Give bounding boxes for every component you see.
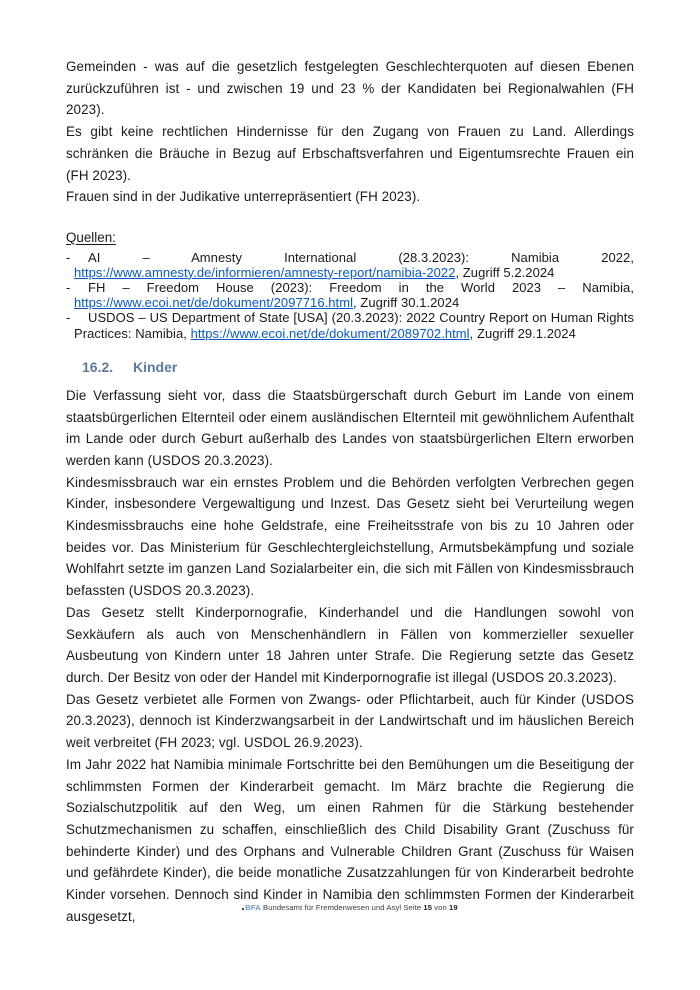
source-text-after: , Zugriff 29.1.2024 <box>469 325 576 341</box>
source-link[interactable]: https://www.amnesty.de/informieren/amnesty-report/namibia-2022 <box>74 264 456 280</box>
paragraph: Frauen sind in der Judikative unterrepräsentiert (FH 2023). <box>66 189 421 205</box>
bfa-logo-dot-icon <box>242 908 244 910</box>
section-title: Kinder <box>133 358 178 375</box>
footer-org-name: Bundesamt für Fremdenwesen und Asyl <box>260 903 404 912</box>
footer-page-separator: von <box>432 903 450 912</box>
source-text-before: AI – Amnesty International (28.3.2023): Namibia 2022, <box>88 249 634 265</box>
footer-page-prefix: Seite <box>403 903 424 912</box>
footer-page-current: 15 <box>423 903 433 912</box>
source-item <box>66 310 634 340</box>
paragraph: Das Gesetz verbietet alle Formen von Zwangs- oder Pflichtarbeit, auch für Kinder (USDOS 20.3.2023), dennoch ist Kinderzwangsarbeit in der Landwirtschaft und im häuslichen Bereich weit verbreitet (FH 2023; vgl. USDOL 26.9.2023). <box>66 691 634 751</box>
source-item <box>66 280 634 310</box>
bullet-dash: - <box>66 249 71 265</box>
section-heading <box>82 358 634 376</box>
source-text-before: USDOS – US Department of State [USA] (20.3.2023): 2022 Country Report on Human Rights Practices: Namibia, <box>74 310 634 341</box>
paragraph: Gemeinden - was auf die gesetzlich festgelegten Geschlechterquoten auf diesen Ebenen zurückzuführen ist - und zwischen 19 und 23 % der Kandidaten bei Regionalwahlen (FH 2023). <box>66 59 634 118</box>
paragraph: Das Gesetz stellt Kinderpornografie, Kinderhandel und die Handlungen sowohl von Sexkäufern als auch von Menschenhändlern in Fällen von kommerzieller sexueller Ausbeutung von Kindern unter 18 Jahren unter Strafe. Die Regierung setzte das Gesetz durch. Der Besitz von oder der Handel mit Kinderpornografie ist illegal (USDOS 20.3.2023). <box>66 604 634 685</box>
sources-list <box>66 250 634 341</box>
source-text-after: , Zugriff 5.2.2024 <box>455 264 555 280</box>
source-item <box>66 250 634 280</box>
sources-heading: Quellen: <box>66 229 116 245</box>
source-text-after: , Zugriff 30.1.2024 <box>353 295 460 311</box>
paragraph: Kindesmissbrauch war ein ernstes Problem und die Behörden verfolgten Verbrechen gegen Kinder, insbesondere Vergewaltigung und Inzest. Das Gesetz sieht bei Verurteilung wegen Kindesmissbrauchs eine hohe Geldstrafe, eine Freiheitsstrafe von bis zu 10 Jahren oder beides vor. Das Ministerium für Geschlechtergleichstellung, Armutsbekämpfung und soziale Wohlfahrt setzte im ganzen Land Sozialarbeiter ein, die sich mit Fällen von Kindesmissbrauch befassten (USDOS 20.3.2023). <box>66 474 634 599</box>
body-section <box>66 385 634 928</box>
footer-page-total: 19 <box>449 903 458 912</box>
bullet-dash: - <box>66 280 71 296</box>
source-link[interactable]: https://www.ecoi.net/de/dokument/2089702.html <box>190 325 470 341</box>
paragraph: Es gibt keine rechtlichen Hindernisse für den Zugang von Frauen zu Land. Allerdings schränken die Bräuche in Bezug auf Erbschaftsverfahren und Eigentumsrechte Frauen ein (FH 2023). <box>66 124 634 183</box>
bfa-logo: BFA <box>245 903 261 912</box>
source-link[interactable]: https://www.ecoi.net/de/dokument/2097716.html <box>74 295 354 311</box>
bullet-dash: - <box>66 310 71 326</box>
section-number: 16.2. <box>82 358 114 375</box>
intro-section <box>66 56 634 208</box>
page-footer <box>0 902 700 913</box>
paragraph: Die Verfassung sieht vor, dass die Staatsbürgerschaft durch Geburt im Lande von einem staatsbürgerlichen Elternteil oder einem ausländischen Elternteil mit gewöhnlichem Aufenthalt im Lande oder durch Geburt außerhalb des Landes von staatsbürgerlichen Eltern erworben werden kann (USDOS 20.3.2023). <box>66 387 634 468</box>
source-text-before: FH – Freedom House (2023): Freedom in the World 2023 – Namibia, <box>88 280 634 296</box>
paragraph: Im Jahr 2022 hat Namibia minimale Fortschritte bei den Bemühungen um die Beseitigung der schlimmsten Formen der Kinderarbeit gemacht. Im März brachte die Regierung die Sozialschutzpolitik auf den Weg, um einen Rahmen für die Stärkung bestehender Schutzmechanismen zu schaffen, einschließlich des Child Disability Grant (Zuschuss für behinderte Kinder) und des Orphans and Vulnerable Children Grant (Zuschuss für Waisen und gefährdete Kinder), die beide monatliche Zusatzzahlungen für von Kinderarbeit bedrohte Kinder vorsehen. Dennoch sind Kinder in Namibia den schlimmsten Formen der Kinderarbeit ausgesetzt, <box>66 756 634 924</box>
